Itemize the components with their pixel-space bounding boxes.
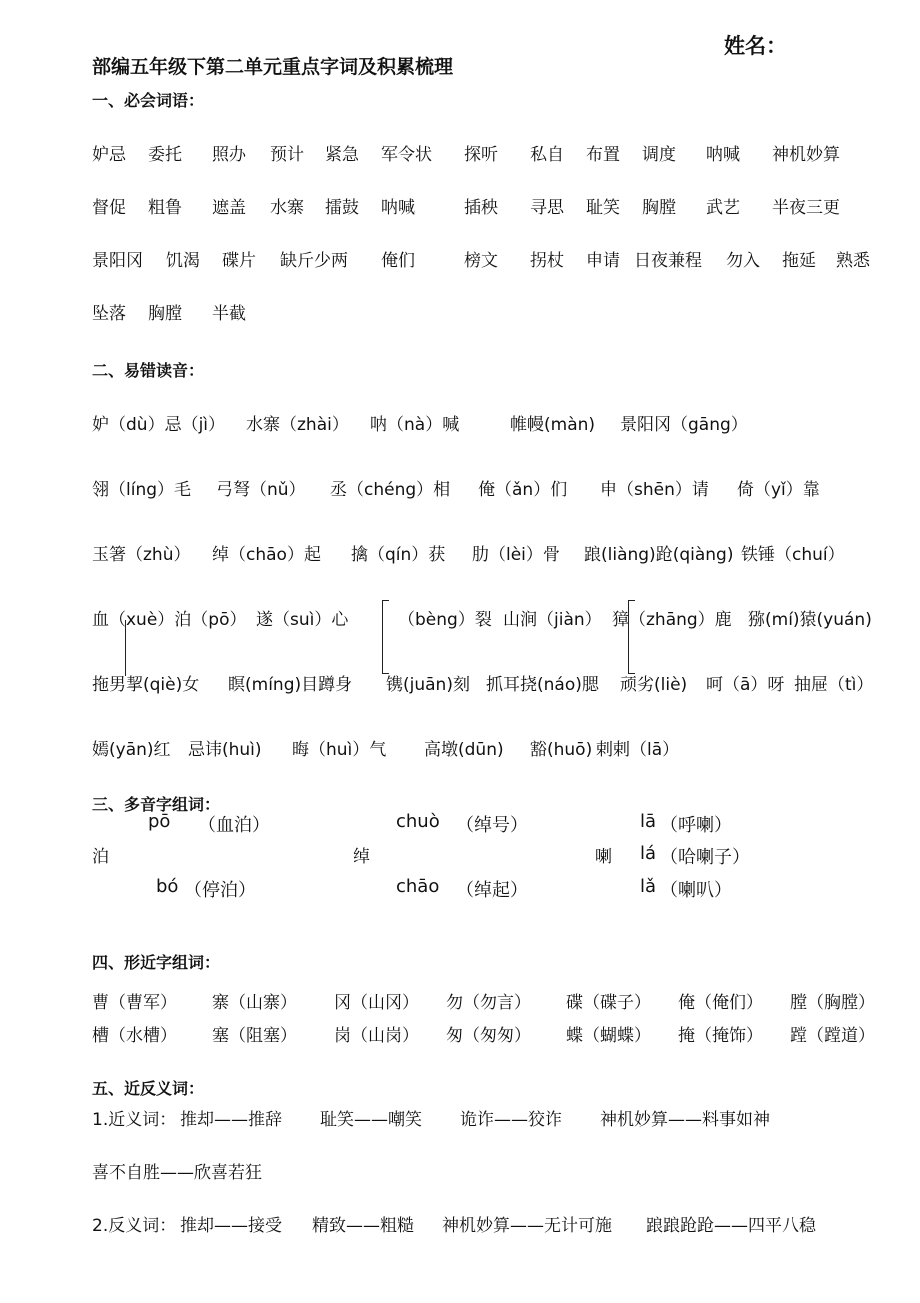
vocab-word: 军令状 — [381, 145, 432, 165]
vocab-word: 景阳冈 — [92, 251, 143, 271]
name-label: 姓名： — [724, 34, 787, 58]
polyphone-word: （喇叭） — [660, 880, 732, 901]
bracket-line — [125, 620, 126, 676]
polyphone-pinyin: lá — [640, 843, 657, 864]
pronunciation-item: 妒（dù）忌（jì） — [92, 415, 226, 435]
vocab-word: 擂鼓 — [325, 198, 359, 218]
polyphone-word: （绰起） — [456, 880, 528, 901]
vocab-word: 熟悉 — [836, 251, 870, 271]
pronunciation-item: 弓弩（nǔ） — [216, 480, 306, 500]
synonym-pair: 诡诈——狡诈 — [460, 1110, 562, 1130]
vocab-word: 武艺 — [706, 198, 740, 218]
similar-char-pair: 蹚（蹚道） — [790, 1026, 875, 1046]
antonym-label: 2.反义词： — [92, 1216, 177, 1236]
vocab-word: 插秧 — [464, 198, 498, 218]
pronunciation-item: 血（xuè）泊（pō） — [92, 610, 247, 630]
pronunciation-item: 忌讳(huì) — [188, 740, 262, 760]
pronunciation-item: 晦（huì）气 — [292, 740, 387, 760]
antonym-pair: 推却——接受 — [180, 1216, 282, 1236]
similar-char-pair: 蝶（蝴蝶） — [566, 1026, 651, 1046]
polyphone-pinyin: chuò — [396, 811, 440, 832]
vocab-word: 拖延 — [782, 251, 816, 271]
vocab-word: 调度 — [642, 145, 676, 165]
pronunciation-item: 抓耳挠(náo)腮 — [486, 675, 599, 695]
vocab-word: 探听 — [464, 145, 498, 165]
polyphone-pinyin: pō — [148, 811, 171, 832]
vocab-word: 预计 — [270, 145, 304, 165]
polyphone-pinyin: lǎ — [640, 876, 657, 897]
pronunciation-item: 申（shēn）请 — [600, 480, 709, 500]
similar-char-pair: 膛（胸膛） — [790, 993, 875, 1013]
pronunciation-item: 呐（nà）喊 — [370, 415, 460, 435]
similar-char-pair: 曹（曹军） — [92, 993, 177, 1013]
pronunciation-item: 翎（líng）毛 — [92, 480, 192, 500]
pronunciation-item: 抽屉（tì） — [794, 675, 874, 695]
pronunciation-item: 绰（chāo）起 — [212, 545, 321, 565]
pronunciation-item: 俺（ǎn）们 — [478, 480, 568, 500]
pronunciation-item: 拖男挈(qiè)女 — [92, 675, 200, 695]
pronunciation-item: 玉箸（zhù） — [92, 545, 191, 565]
pronunciation-item: 瞑(míng)目蹲身 — [228, 675, 353, 695]
bracket-line — [628, 600, 635, 674]
vocab-word: 神机妙算 — [772, 145, 840, 165]
similar-char-pair: 勿（勿言） — [446, 993, 531, 1013]
similar-char-pair: 匆（匆匆） — [446, 1026, 531, 1046]
synonym-pair: 耻笑——嘲笑 — [320, 1110, 422, 1130]
pronunciation-item: 倚（yǐ）靠 — [737, 480, 820, 500]
pronunciation-item: 剌剌（lā） — [596, 740, 680, 760]
similar-char-pair: 塞（阻塞） — [212, 1026, 297, 1046]
pronunciation-item: （bèng）裂 — [398, 610, 492, 630]
pronunciation-item: 踉(liàng)跄(qiàng) — [584, 545, 734, 565]
section-4-heading: 四、形近字组词： — [92, 953, 221, 972]
vocab-word: 饥渴 — [166, 251, 200, 271]
similar-char-pair: 俺（俺们） — [678, 993, 763, 1013]
synonym-pair: 喜不自胜——欣喜若狂 — [92, 1163, 262, 1183]
pronunciation-item: 遂（suì）心 — [256, 610, 349, 630]
pronunciation-item: 山涧（jiàn） — [503, 610, 602, 630]
vocab-word: 紧急 — [325, 145, 359, 165]
vocab-word: 胸膛 — [148, 304, 182, 324]
section-3-heading: 三、多音字组词： — [92, 795, 221, 814]
polyphone-char: 绰 — [353, 847, 370, 867]
vocab-word: 粗鲁 — [148, 198, 182, 218]
pronunciation-item: 顽劣(liè) — [620, 675, 688, 695]
polyphone-word: （哈喇子） — [660, 847, 750, 868]
page-title: 部编五年级下第二单元重点字词及积累梳理 — [92, 56, 454, 78]
vocab-word: 委托 — [148, 145, 182, 165]
vocab-word: 碟片 — [222, 251, 256, 271]
vocab-word: 照办 — [212, 145, 246, 165]
section-1-heading: 一、必会词语： — [92, 91, 205, 110]
vocab-word: 坠落 — [92, 304, 126, 324]
vocab-word: 半夜三更 — [772, 198, 840, 218]
bracket-line — [382, 600, 389, 674]
similar-char-pair: 碟（碟子） — [566, 993, 651, 1013]
pronunciation-item: 帷幔(màn) — [510, 415, 596, 435]
vocab-word: 拐杖 — [530, 251, 564, 271]
pronunciation-item: 擒（qín）获 — [351, 545, 446, 565]
synonym-label: 1.近义词： — [92, 1110, 177, 1130]
polyphone-word: （呼喇） — [660, 815, 732, 836]
pronunciation-item: 呵（ā）呀 — [706, 675, 785, 695]
pronunciation-item: 獐（zhāng）鹿 — [612, 610, 732, 630]
section-5-heading: 五、近反义词： — [92, 1079, 205, 1098]
vocab-word: 呐喊 — [381, 198, 415, 218]
pronunciation-item: 水寨（zhài） — [246, 415, 349, 435]
pronunciation-item: 丞（chéng）相 — [330, 480, 451, 500]
vocab-word: 勿入 — [726, 251, 760, 271]
similar-char-pair: 掩（掩饰） — [678, 1026, 763, 1046]
similar-char-pair: 槽（水槽） — [92, 1026, 177, 1046]
vocab-word: 耻笑 — [586, 198, 620, 218]
polyphone-pinyin: lā — [640, 811, 657, 832]
similar-char-pair: 岗（山岗） — [334, 1026, 419, 1046]
vocab-word: 日夜兼程 — [634, 251, 702, 271]
pronunciation-item: 景阳冈（gāng） — [620, 415, 748, 435]
synonym-pair: 神机妙算——料事如神 — [600, 1110, 770, 1130]
vocab-word: 督促 — [92, 198, 126, 218]
vocab-word: 遮盖 — [212, 198, 246, 218]
vocab-word: 妒忌 — [92, 145, 126, 165]
polyphone-word: （绰号） — [456, 815, 528, 836]
pronunciation-item: 镌(juān)刻 — [386, 675, 470, 695]
similar-char-pair: 寨（山寨） — [212, 993, 297, 1013]
vocab-word: 私自 — [530, 145, 564, 165]
synonym-pair: 推却——推辞 — [180, 1110, 282, 1130]
polyphone-pinyin: chāo — [396, 876, 440, 897]
vocab-word: 水寨 — [270, 198, 304, 218]
similar-char-pair: 冈（山冈） — [334, 993, 419, 1013]
pronunciation-item: 肋（lèi）骨 — [472, 545, 560, 565]
antonym-pair: 神机妙算——无计可施 — [442, 1216, 612, 1236]
vocab-word: 申请 — [586, 251, 620, 271]
pronunciation-item: 嫣(yān)红 — [92, 740, 171, 760]
vocab-word: 胸膛 — [642, 198, 676, 218]
vocab-word: 缺斤少两 — [280, 251, 348, 271]
vocab-word: 半截 — [212, 304, 246, 324]
pronunciation-item: 高墩(dūn) — [424, 740, 504, 760]
polyphone-word: （停泊） — [184, 880, 256, 901]
vocab-word: 寻思 — [530, 198, 564, 218]
vocab-word: 俺们 — [381, 251, 415, 271]
vocab-word: 呐喊 — [706, 145, 740, 165]
antonym-pair: 踉踉跄跄——四平八稳 — [646, 1216, 816, 1236]
polyphone-char: 泊 — [92, 847, 109, 867]
polyphone-pinyin: bó — [156, 876, 179, 897]
vocab-word: 布置 — [586, 145, 620, 165]
pronunciation-item: 猕(mí)猿(yuán) — [748, 610, 872, 630]
vocab-word: 榜文 — [464, 251, 498, 271]
polyphone-word: （血泊） — [198, 815, 270, 836]
pronunciation-item: 铁锤（chuí） — [741, 545, 845, 565]
section-2-heading: 二、易错读音： — [92, 361, 205, 380]
polyphone-char: 喇 — [595, 847, 612, 867]
antonym-pair: 精致——粗糙 — [312, 1216, 414, 1236]
pronunciation-item: 豁(huō) — [530, 740, 593, 760]
